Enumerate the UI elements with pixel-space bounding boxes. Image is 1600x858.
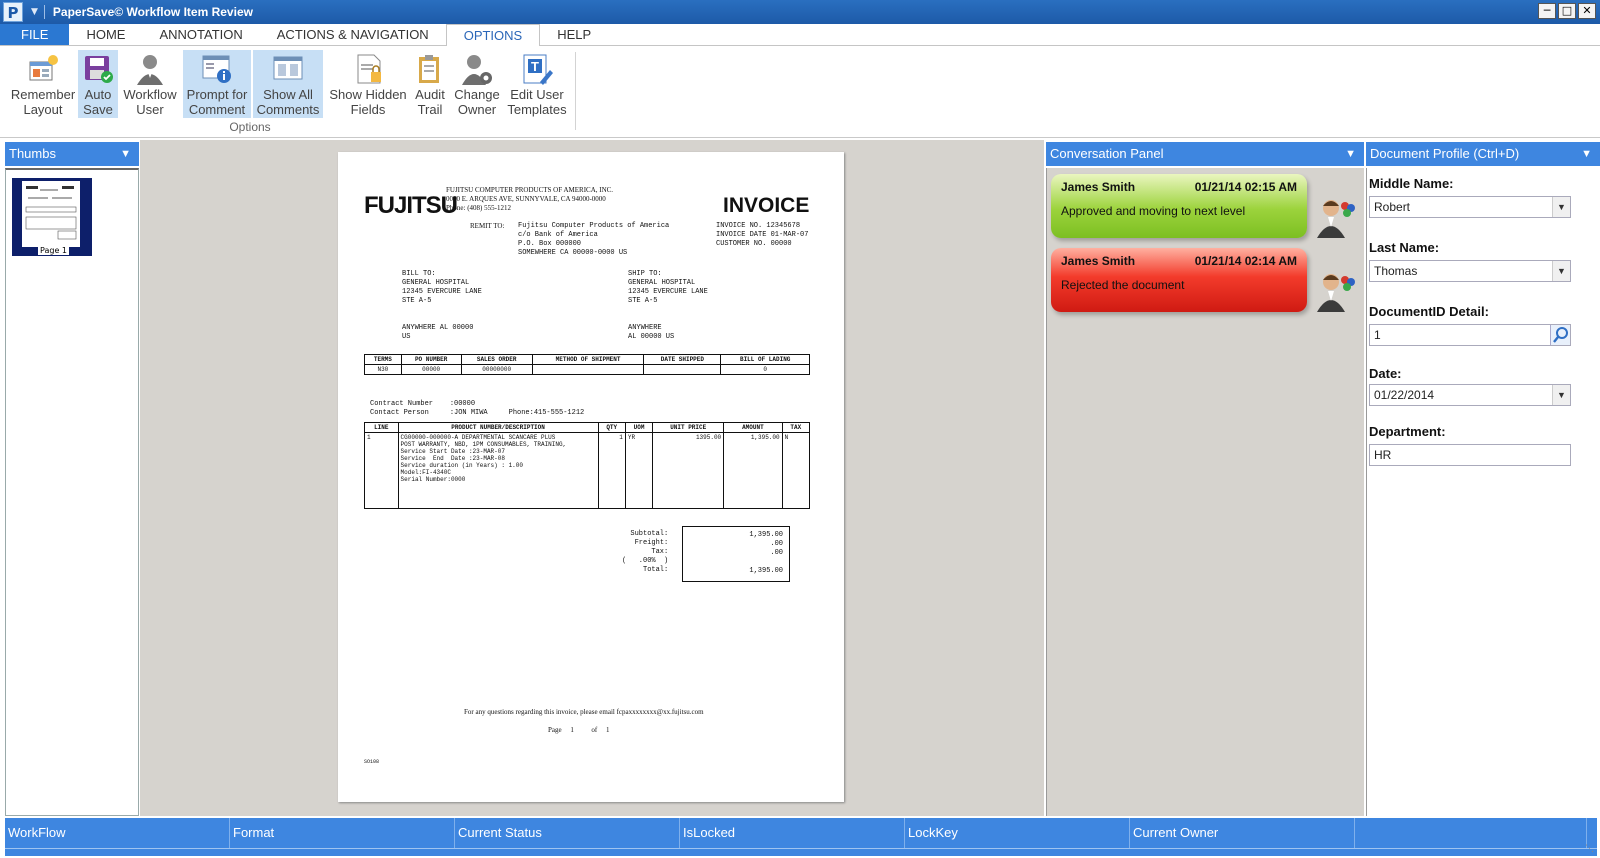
edit-user-templates-label-1: Edit User xyxy=(510,87,564,102)
close-icon[interactable]: ✕ xyxy=(1578,3,1596,19)
thumbs-panel-title: Thumbs xyxy=(9,146,56,161)
tab-options[interactable]: OPTIONS xyxy=(446,24,541,47)
column-header-empty[interactable] xyxy=(1355,818,1587,848)
line-items-header: UOM xyxy=(625,423,652,433)
company-phone: Phone: (408) 555-1212 xyxy=(446,204,511,212)
message-time: 01/21/14 02:15 AM xyxy=(1194,180,1297,194)
terms-header: PO NUMBER xyxy=(401,355,461,365)
terms-header: SALES ORDER xyxy=(461,355,532,365)
prompt-for-comment-button[interactable] xyxy=(183,50,251,118)
change-owner-label-2: Owner xyxy=(457,102,497,117)
auto-save-icon xyxy=(81,52,115,86)
line-items-header: AMOUNT xyxy=(724,423,782,433)
search-icon-graphic xyxy=(1551,325,1571,345)
terms-cell: 00000000 xyxy=(461,365,532,375)
line-tax: N xyxy=(782,433,809,509)
ribbon-group-label-options: Options xyxy=(229,120,271,134)
message-text: Approved and moving to next level xyxy=(1061,204,1246,218)
terms-cell: 00000 xyxy=(401,365,461,375)
audit-trail-label-2: Trail xyxy=(417,102,443,117)
app-icon[interactable]: P xyxy=(3,2,23,22)
line-unit-price: 1395.00 xyxy=(653,433,724,509)
thumbs-pin-icon[interactable]: ▼ xyxy=(120,148,131,160)
last-name-dropdown[interactable] xyxy=(1369,260,1571,282)
workflow-user-button[interactable] xyxy=(122,50,178,118)
window-title: PaperSave© Workflow Item Review xyxy=(52,5,253,19)
show-hidden-fields-button[interactable] xyxy=(329,50,407,118)
last-name-value: Thomas xyxy=(1374,264,1418,278)
column-header-current-owner[interactable]: Current Owner xyxy=(1130,818,1355,848)
tab-file[interactable]: FILE xyxy=(0,24,69,45)
message-header xyxy=(1061,180,1297,194)
department-field[interactable] xyxy=(1369,444,1571,466)
chevron-down-icon[interactable]: ▼ xyxy=(1552,261,1570,281)
remember-layout-icon xyxy=(26,52,60,86)
ribbon xyxy=(0,46,1600,138)
tab-home[interactable]: HOME xyxy=(86,27,126,42)
line-items-table xyxy=(364,422,810,509)
conversation-panel-title: Conversation Panel xyxy=(1050,146,1164,161)
document-viewer[interactable] xyxy=(140,140,1044,816)
message-time: 01/21/14 02:14 AM xyxy=(1194,254,1297,268)
change-owner-icon xyxy=(460,52,494,86)
terms-cell xyxy=(532,365,644,375)
middle-name-value: Robert xyxy=(1374,200,1411,214)
remit-to-label: REMIT TO: xyxy=(470,222,505,230)
document-profile-panel xyxy=(1366,168,1600,816)
workflow-grid-row-strip xyxy=(5,848,1597,856)
terms-value-row xyxy=(365,365,810,375)
page-thumbnail[interactable] xyxy=(12,178,92,256)
invoice-page xyxy=(338,152,844,802)
terms-header: METHOD OF SHIPMENT xyxy=(532,355,644,365)
thumbnail-page-label: Page 1 xyxy=(40,246,67,255)
show-hidden-fields-label-2: Fields xyxy=(350,102,386,117)
terms-cell: N30 xyxy=(365,365,402,375)
edit-templates-icon xyxy=(520,52,554,86)
tab-help[interactable]: HELP xyxy=(557,27,592,42)
company-address: 0000 E. ARQUES AVE, SUNNYVALE, CA 94000-0000 xyxy=(446,195,606,203)
ship-to-address: SHIP TO: GENERAL HOSPITAL 12345 EVERCURE LANE STE A-5 ANYWHERE AL 00000 US xyxy=(628,270,708,341)
ribbon-tabs xyxy=(0,24,1600,46)
audit-trail-button[interactable] xyxy=(410,50,450,118)
prompt-for-comment-label-2: Comment xyxy=(188,102,246,117)
conversation-message[interactable] xyxy=(1051,174,1307,238)
column-header-islocked[interactable]: IsLocked xyxy=(680,818,905,848)
thumbs-panel xyxy=(5,168,139,816)
table-row xyxy=(365,433,810,509)
remember-layout-label-2: Layout xyxy=(23,102,63,117)
column-header-lockkey[interactable]: LockKey xyxy=(905,818,1130,848)
terms-cell: 0 xyxy=(721,365,810,375)
window-controls xyxy=(1538,3,1596,19)
column-header-workflow[interactable]: WorkFlow xyxy=(5,818,230,848)
line-uom: YR xyxy=(625,433,652,509)
prompt-for-comment-label-1: Prompt for xyxy=(186,87,248,102)
workflow-user-icon xyxy=(133,52,167,86)
conversation-panel-header xyxy=(1046,142,1364,166)
last-name-label: Last Name: xyxy=(1369,240,1440,255)
line-items-header: PRODUCT NUMBER/DESCRIPTION xyxy=(398,423,598,433)
show-hidden-fields-icon xyxy=(351,52,385,86)
terms-header-row xyxy=(365,355,810,365)
audit-trail-icon xyxy=(413,52,447,86)
minimize-icon[interactable]: ─ xyxy=(1538,3,1556,19)
auto-save-button[interactable] xyxy=(78,50,118,118)
chevron-down-icon[interactable]: ▼ xyxy=(1552,197,1570,217)
invoice-question-note: For any questions regarding this invoice, please email fcpaxxxxxxxx@xx.fujitsu.com xyxy=(464,708,704,716)
ribbon-group-separator xyxy=(575,52,576,130)
remember-layout-label-1: Remember xyxy=(10,87,76,102)
invoice-page-info: Page 1 of 1 xyxy=(548,726,610,734)
search-icon[interactable] xyxy=(1550,325,1570,345)
show-hidden-fields-label-1: Show Hidden xyxy=(329,87,407,102)
audit-trail-label-1: Audit xyxy=(415,87,445,102)
edit-user-templates-label-2: Templates xyxy=(507,102,567,117)
change-owner-button[interactable] xyxy=(454,50,500,118)
company-name: FUJITSU COMPUTER PRODUCTS OF AMERICA, INC. xyxy=(446,186,614,194)
department-label: Department: xyxy=(1369,424,1446,439)
show-all-comments-label-1: Show All xyxy=(263,87,313,102)
maximize-icon[interactable]: □ xyxy=(1558,3,1576,19)
line-items-header: QTY xyxy=(598,423,625,433)
department-value: HR xyxy=(1374,448,1392,462)
remit-to-address: Fujitsu Computer Products of America c/o Bank of America P.O. Box 000000 SOMEWHERE CA 00000-0000 US xyxy=(518,222,670,257)
title-bar xyxy=(0,0,1600,24)
thumbnail-preview-graphic xyxy=(22,181,80,247)
document-id-label: DocumentID Detail: xyxy=(1369,304,1489,319)
line-description: CG00000-000000-A DEPARTMENTAL SCANCARE PLUS POST WARRANTY, NBD, 1PM CONSUMABLES, TRAINING, Service Start Date :23-MAR-07 Service End Date :23-MAR-08 Service duration (in Years) : 1.00 Model:FI-4340C Serial Number:0000 xyxy=(398,433,598,509)
workflow-user-label-1: Workflow xyxy=(123,87,177,102)
quick-access-dropdown-icon[interactable]: ▼ xyxy=(31,7,38,17)
message-text: Rejected the document xyxy=(1061,278,1185,292)
user-avatar-icon xyxy=(1315,270,1355,312)
thumbs-panel-header xyxy=(5,142,139,166)
contact-info: Contract Number :00000 Contact Person :JON MIWA Phone:415-555-1212 xyxy=(370,400,585,417)
date-value: 01/22/2014 xyxy=(1374,388,1435,402)
column-header-format[interactable]: Format xyxy=(230,818,455,848)
auto-save-label-2: Save xyxy=(83,102,113,117)
terms-header: TERMS xyxy=(365,355,402,365)
conversation-panel xyxy=(1046,168,1364,816)
resize-grip-icon[interactable]: ⋱ xyxy=(1585,844,1594,854)
form-code: SO108 xyxy=(364,759,380,765)
change-owner-label-1: Change xyxy=(454,87,500,102)
auto-save-label-1: Auto xyxy=(84,87,112,102)
middle-name-label: Middle Name: xyxy=(1369,176,1454,191)
line-items-header: UNIT PRICE xyxy=(653,423,724,433)
line-qty: 1 xyxy=(598,433,625,509)
line-amount: 1,395.00 xyxy=(724,433,782,509)
terms-header: DATE SHIPPED xyxy=(644,355,721,365)
document-profile-header xyxy=(1366,142,1600,166)
terms-cell xyxy=(644,365,721,375)
quick-access-separator xyxy=(44,5,45,19)
prompt-comment-icon xyxy=(200,52,234,86)
thumbnail-page-preview xyxy=(22,181,80,247)
svg-text:T: T xyxy=(531,59,539,74)
totals-values: 1,395.00 .00 .00 1,395.00 xyxy=(682,526,790,582)
date-dropdown[interactable] xyxy=(1369,384,1571,406)
edit-user-templates-button[interactable] xyxy=(506,50,568,118)
line-number: 1 xyxy=(365,433,399,509)
show-comments-icon xyxy=(271,52,305,86)
user-avatar-icon xyxy=(1315,196,1355,238)
workflow-grid-header xyxy=(5,818,1597,848)
workflow-user-label-2: User xyxy=(136,102,164,117)
middle-name-dropdown[interactable] xyxy=(1369,196,1571,218)
line-items-header: LINE xyxy=(365,423,399,433)
invoice-title: INVOICE xyxy=(723,194,810,217)
document-id-field[interactable] xyxy=(1369,324,1571,346)
tab-actions-navigation[interactable]: ACTIONS & NAVIGATION xyxy=(276,27,429,42)
tab-annotation[interactable]: ANNOTATION xyxy=(159,27,243,42)
bill-to-address: BILL TO: GENERAL HOSPITAL 12345 EVERCURE LANE STE A-5 ANYWHERE AL 00000 US xyxy=(402,270,482,341)
column-header-current-status[interactable]: Current Status xyxy=(455,818,680,848)
message-author: James Smith xyxy=(1061,180,1136,194)
totals-labels: Subtotal: Freight: Tax: ( .00% ) Total: xyxy=(622,530,669,574)
remember-layout-button[interactable] xyxy=(12,50,74,118)
message-author: James Smith xyxy=(1061,254,1136,268)
line-items-header-row xyxy=(365,423,810,433)
message-header xyxy=(1061,254,1297,268)
document-id-value: 1 xyxy=(1374,328,1381,342)
conversation-message[interactable] xyxy=(1051,248,1307,312)
line-items-header: TAX xyxy=(782,423,809,433)
terms-header: BILL OF LADING xyxy=(721,355,810,365)
fujitsu-logo: FUJITSU xyxy=(364,192,458,219)
terms-table xyxy=(364,354,810,375)
chevron-down-icon[interactable]: ▼ xyxy=(1552,385,1570,405)
workflow-grid xyxy=(5,818,1597,858)
date-label: Date: xyxy=(1369,366,1402,381)
invoice-meta: INVOICE NO. 12345678 INVOICE DATE 01-MAR-07 CUSTOMER NO. 00000 xyxy=(716,222,809,248)
conversation-pin-icon[interactable]: ▼ xyxy=(1345,148,1356,160)
show-all-comments-label-2: Comments xyxy=(256,102,320,117)
profile-pin-icon[interactable]: ▼ xyxy=(1581,148,1592,160)
show-all-comments-button[interactable] xyxy=(253,50,323,118)
document-profile-title: Document Profile (Ctrl+D) xyxy=(1370,146,1520,161)
